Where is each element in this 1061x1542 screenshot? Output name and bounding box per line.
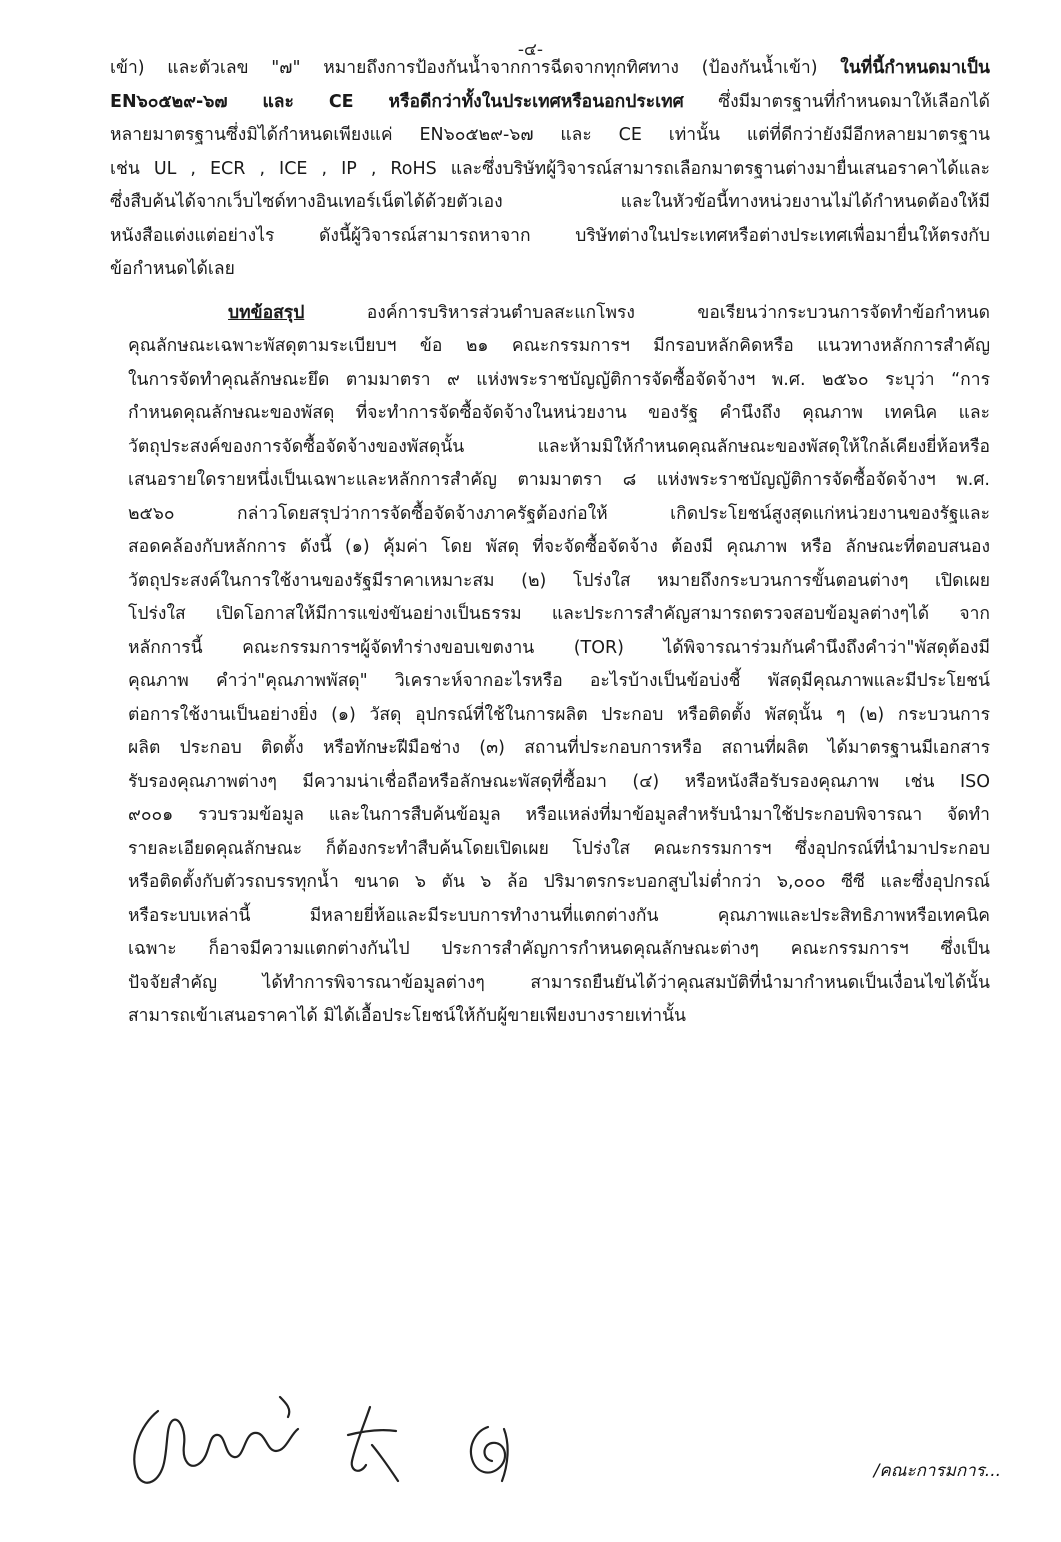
text-line xyxy=(90,1000,990,1034)
text-line xyxy=(90,364,990,398)
page-number: -๔- xyxy=(517,40,544,60)
text-line xyxy=(90,297,990,331)
text-segment: ข้อกำหนดได้เลย xyxy=(110,259,235,279)
paragraph-conclusion xyxy=(90,297,990,1034)
text-segment: วัตถุประสงค์ของการจัดซื้อจัดจ้างของพัสดุนั้น และห้ามมิให้กำหนดคุณลักษณะของพัสดุให้ใกล้เคียงยี่ห้อหรือ xyxy=(128,436,990,457)
text-line xyxy=(90,632,990,666)
text-line xyxy=(90,866,990,900)
text-line xyxy=(90,833,990,867)
text-segment: บทข้อสรุป xyxy=(228,302,305,323)
text-line xyxy=(90,498,990,532)
text-line xyxy=(90,900,990,934)
text-segment: หลักการนี้ คณะกรรมการฯผู้จัดทำร่างขอบเขตงาน (TOR) ได้พิจารณาร่วมกันคำนึงถึงคำว่า"พัสดุต้องมี xyxy=(128,637,990,658)
text-segment: ผลิต ประกอบ ติดตั้ง หรือทักษะฝีมือช่าง (๓) สถานที่ประกอบการหรือ สถานที่ผลิต ได้มาตรฐานมีเอกสาร xyxy=(128,738,990,758)
text-segment: หรือระบบเหล่านี้ มีหลายยี่ห้อและมีระบบการทำงานที่แตกต่างกัน คุณภาพและประสิทธิภาพหรือเทคนิค xyxy=(128,905,990,926)
text-segment: ในการจัดทำคุณลักษณะยึด ตามมาตรา ๙ แห่งพระราชบัญญัติการจัดซื้อจัดจ้างฯ พ.ศ. ๒๕๖๐ ระบุว่า “การ xyxy=(128,369,990,390)
text-segment: วัตถุประสงค์ในการใช้งานของรัฐมีราคาเหมาะสม (๒) โปร่งใส หมายถึงกระบวนการขั้นตอนต่างๆ เปิดเผย xyxy=(128,570,990,591)
text-segment: กำหนดคุณลักษณะของพัสดุ ที่จะทำการจัดซื้อจัดจ้างในหน่วยงาน ของรัฐ คำนึงถึง คุณภาพ เทคนิค และ xyxy=(128,403,990,423)
text-line xyxy=(90,52,990,86)
text-line xyxy=(90,186,990,220)
text-segment: ๒๕๖๐ กล่าวโดยสรุปว่าการจัดซื้อจัดจ้างภาครัฐต้องก่อให้ เกิดประโยชน์สูงสุดแก่หน่วยงานของรัฐและ xyxy=(128,503,990,524)
signature xyxy=(120,1385,540,1495)
text-segment: ต่อการใช้งานเป็นอย่างยิ่ง (๑) วัสดุ อุปกรณ์ที่ใช้ในการผลิต ประกอบ หรือติดตั้ง พัสดุนั้น ๆ (๒) กระบวนการ xyxy=(128,704,990,725)
text-line xyxy=(90,665,990,699)
text-line xyxy=(90,565,990,599)
text-segment: หรือติดตั้งกับตัวรถบรรทุกน้ำ ขนาด ๖ ตัน ๖ ล้อ ปริมาตรกระบอกสูบไม่ต่ำกว่า ๖,๐๐๐ ซีซี และซึ่งอุปกรณ์ xyxy=(128,872,990,892)
text-segment: องค์การบริหารส่วนตำบลสะแกโพรง ขอเรียนว่ากระบวนการจัดทำข้อกำหนด xyxy=(304,302,990,323)
text-line xyxy=(90,933,990,967)
text-line xyxy=(90,86,990,120)
text-segment: สามารถเข้าเสนอราคาได้ มิได้เอื้อประโยชน์ให้กับผู้ขายเพียงบางรายเท่านั้น xyxy=(128,1006,686,1026)
paragraph-standards xyxy=(90,52,990,287)
text-line xyxy=(90,732,990,766)
text-segment: รับรองคุณภาพต่างๆ มีความน่าเชื่อถือหรือลักษณะพัสดุที่ซื้อมา (๔) หรือหนังสือรับรองคุณภาพ เช่น ISO xyxy=(128,771,990,792)
text-segment: ปัจจัยสำคัญ ได้ทำการพิจารณาข้อมูลต่างๆ สามารถยืนยันได้ว่าคุณสมบัติที่นำมากำหนดเป็นเงื่อนไขได้นั้น xyxy=(128,972,990,993)
document-body xyxy=(90,52,990,1034)
text-line xyxy=(90,531,990,565)
text-line xyxy=(90,431,990,465)
text-line xyxy=(90,967,990,1001)
text-segment: คุณภาพ คำว่า"คุณภาพพัสดุ" วิเคราะห์จากอะไรหรือ อะไรบ้างเป็นข้อบ่งชี้ พัสดุมีคุณภาพและมีประโยชน์ xyxy=(128,671,990,691)
text-segment: EN๖๐๕๒๙-๖๗ และ CE หรือดีกว่าทั้งในประเทศหรือนอกประเทศ xyxy=(110,91,684,112)
text-line xyxy=(90,119,990,153)
text-segment: โปร่งใส เปิดโอกาสให้มีการแข่งขันอย่างเป็นธรรม และประการสำคัญสามารถตรวจสอบข้อมูลต่างๆได้ จาก xyxy=(128,604,990,624)
text-segment: คุณลักษณะเฉพาะพัสดุตามระเบียบฯ ข้อ ๒๑ คณะกรรมการฯ มีกรอบหลักคิดหรือ แนวทางหลักการสำคัญ xyxy=(128,336,990,356)
text-line xyxy=(90,766,990,800)
text-segment: ในที่นี้กำหนดมาเป็น xyxy=(840,58,990,78)
text-line xyxy=(90,598,990,632)
text-segment: ซึ่งมีมาตรฐานที่กำหนดมาให้เลือกได้ xyxy=(683,91,990,112)
text-segment: เช่น UL , ECR , ICE , IP , RoHS และซึ่งบริษัทผู้วิจารณ์สามารถเลือกมาตรฐานต่างมายื่นเสนอราคาได้และ xyxy=(110,158,990,179)
text-segment: เสนอรายใดรายหนึ่งเป็นเฉพาะและหลักการสำคัญ ตามมาตรา ๘ แห่งพระราชบัญญัติการจัดซื้อจัดจ้างฯ พ.ศ. xyxy=(128,470,990,490)
text-segment: เข้า) และตัวเลข "๗" หมายถึงการป้องกันน้ำจากการฉีดจากทุกทิศทาง (ป้องกันน้ำเข้า) xyxy=(110,58,841,78)
text-segment: หนังสือแต่งแต่อย่างไร ดังนี้ผู้วิจารณ์สามารถหาจาก บริษัทต่างในประเทศหรือต่างประเทศเพื่อมายื่นให้ตรงกับ xyxy=(110,225,990,246)
text-segment: หลายมาตรฐานซึ่งมิได้กำหนดเพียงแค่ EN๖๐๕๒๙-๖๗ และ CE เท่านั้น แต่ที่ดีกว่ายังมีอีกหลายมาตรฐาน xyxy=(110,125,990,145)
text-segment: ซึ่งสืบค้นได้จากเว็บไซด์ทางอินเทอร์เน็ตได้ด้วยตัวเอง และในหัวข้อนี้ทางหน่วยงานไม่ได้กำหนดต้องให้มี xyxy=(110,192,990,212)
text-segment: ๙๐๐๑ รวบรวมข้อมูล และในการสืบค้นข้อมูล หรือแหล่งที่มาข้อมูลสำหรับนำมาใช้ประกอบพิจารณา จัดทำ xyxy=(128,805,990,825)
text-line xyxy=(90,330,990,364)
text-segment: รายละเอียดคุณลักษณะ ก็ต้องกระทำสืบค้นโดยเปิดเผย โปร่งใส คณะกรรมการฯ ซึ่งอุปกรณ์ที่นำมาประกอบ xyxy=(128,838,990,859)
text-line xyxy=(90,220,990,254)
text-line xyxy=(90,253,990,287)
text-line xyxy=(90,799,990,833)
text-segment: เฉพาะ ก็อาจมีความแตกต่างกันไป ประการสำคัญการกำหนดคุณลักษณะต่างๆ คณะกรรมการฯ ซึ่งเป็น xyxy=(128,939,990,959)
continuation-note: /คณะการมการ... xyxy=(873,1461,1001,1481)
text-line xyxy=(90,464,990,498)
text-line xyxy=(90,397,990,431)
text-line xyxy=(90,699,990,733)
text-segment: สอดคล้องกับหลักการ ดังนี้ (๑) คุ้มค่า โดย พัสดุ ที่จะจัดซื้อจัดจ้าง ต้องมี คุณภาพ หรือ ลักษณะที่ตอบสนอง xyxy=(128,537,990,557)
text-line xyxy=(90,153,990,187)
